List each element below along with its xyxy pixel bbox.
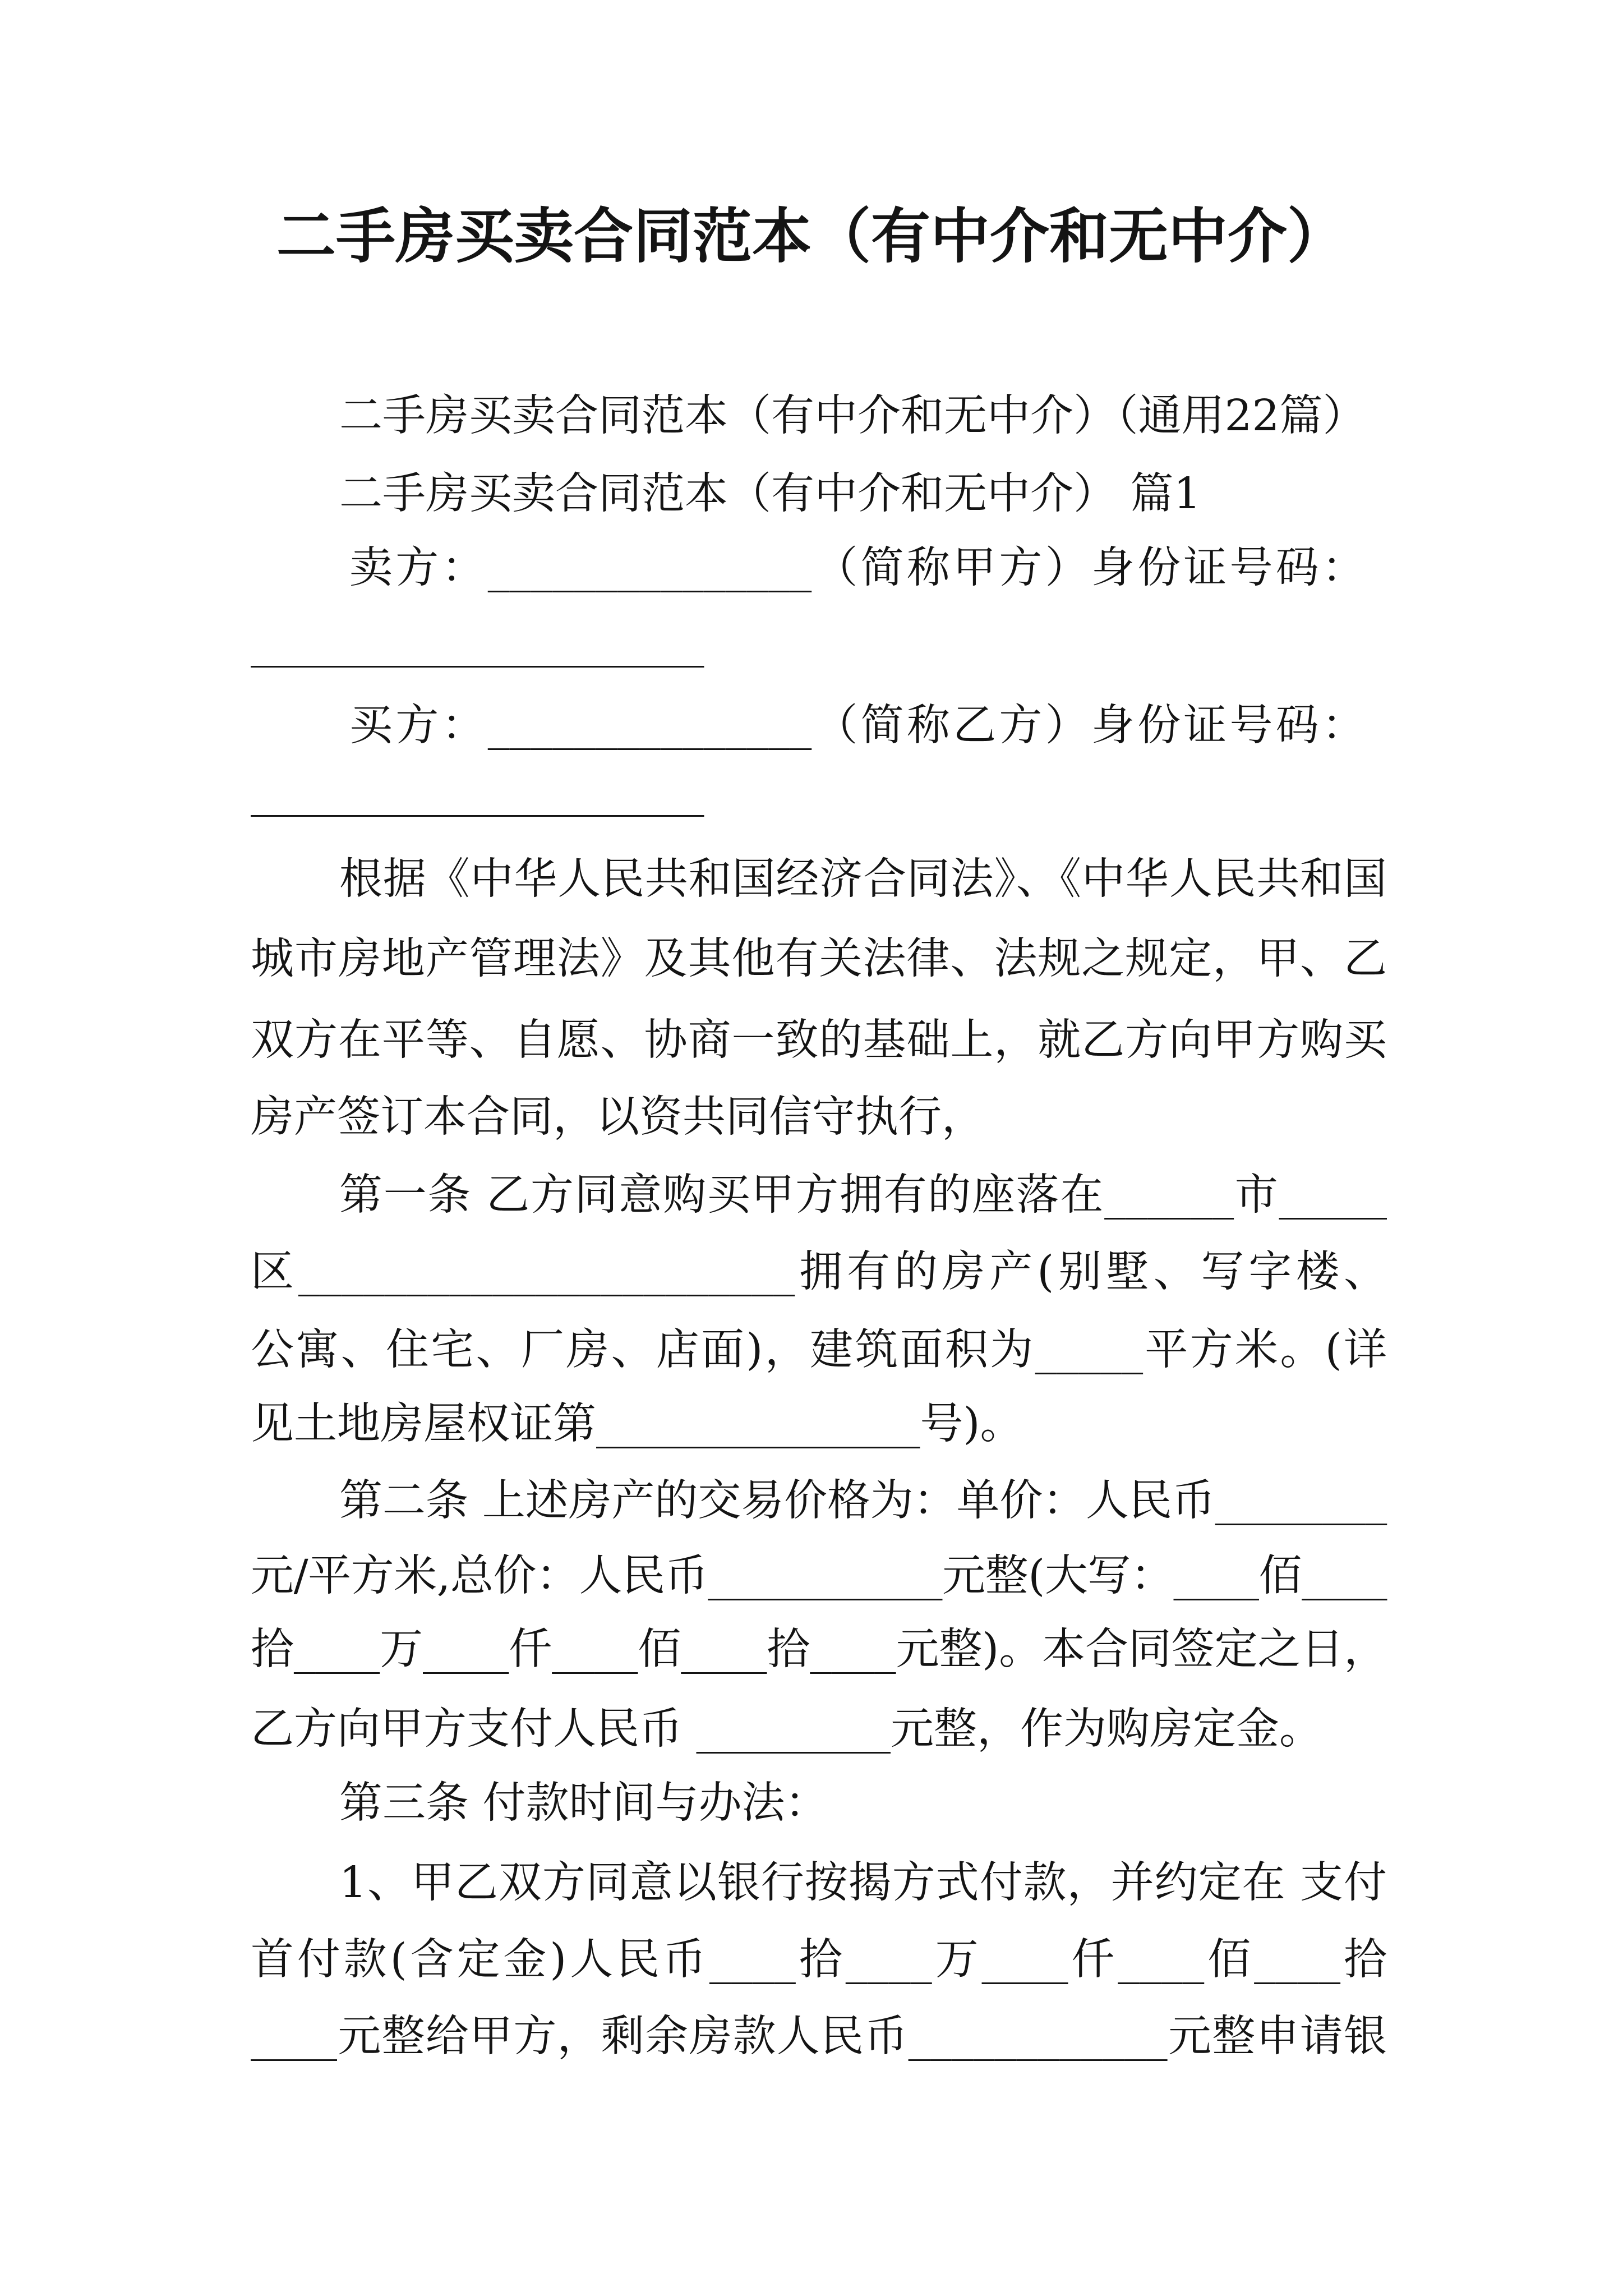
article-1-line: 见土地房屋权证第_______________号)。 [251,1399,1023,1449]
article-2-line: 第二条 上述房产的交易价格为：单价：人民币________ [339,1476,1387,1526]
preamble-line: 双方在平等、自愿、协商一致的基础上，就乙方向甲方购买 [251,1015,1387,1065]
article-2-line: 元/平方米,总价：人民币___________元整(大写：____佰____ [251,1551,1387,1601]
article-1-line: 公寓、住宅、厂房、店面)，建筑面积为_____平方米。(详 [251,1325,1387,1375]
article-1-line: 第一条 乙方同意购买甲方拥有的座落在______市_____ [339,1170,1387,1220]
article-2-line: 拾____万____仟____佰____拾____元整)。本合同签定之日， [251,1625,1387,1674]
buyer-id-blank: _____________________ [251,767,704,817]
document-title: 二手房买卖合同范本（有中介和无中介） [276,201,1347,271]
preamble-line: 根据《中华人民共和国经济合同法》、《中华人民共和国 [339,854,1387,904]
article-3-clause-1-line: 1、甲乙双方同意以银行按揭方式付款，并约定在 支付 [339,1858,1387,1908]
preamble-line: 城市房地产管理法》及其他有关法律、法规之规定，甲、乙 [251,934,1387,984]
article-3-clause-1-line: ____元整给甲方，剩余房款人民币____________元整申请银 [251,2012,1387,2062]
article-3-clause-1-line: 首付款(含定金)人民币____拾____万____仟____佰____拾 [251,1935,1387,1985]
collection-heading: 二手房买卖合同范本（有中介和无中介）（通用22篇） [339,391,1366,441]
article-heading: 二手房买卖合同范本（有中介和无中介） 篇1 [339,469,1201,519]
article-1-line: 区_______________________拥有的房产(别墅、写字楼、 [251,1247,1387,1297]
article-2-line: 乙方向甲方支付人民币 _________元整，作为购房定金。 [251,1704,1322,1754]
seller-id-blank: _____________________ [251,618,704,668]
buyer-line: 买方：_______________（简称乙方）身份证号码： [349,701,1365,751]
seller-line: 卖方：_______________（简称甲方）身份证号码： [349,543,1365,593]
article-3-heading: 第三条 付款时间与办法： [339,1778,828,1828]
preamble-line: 房产签订本合同，以资共同信守执行， [251,1092,985,1142]
